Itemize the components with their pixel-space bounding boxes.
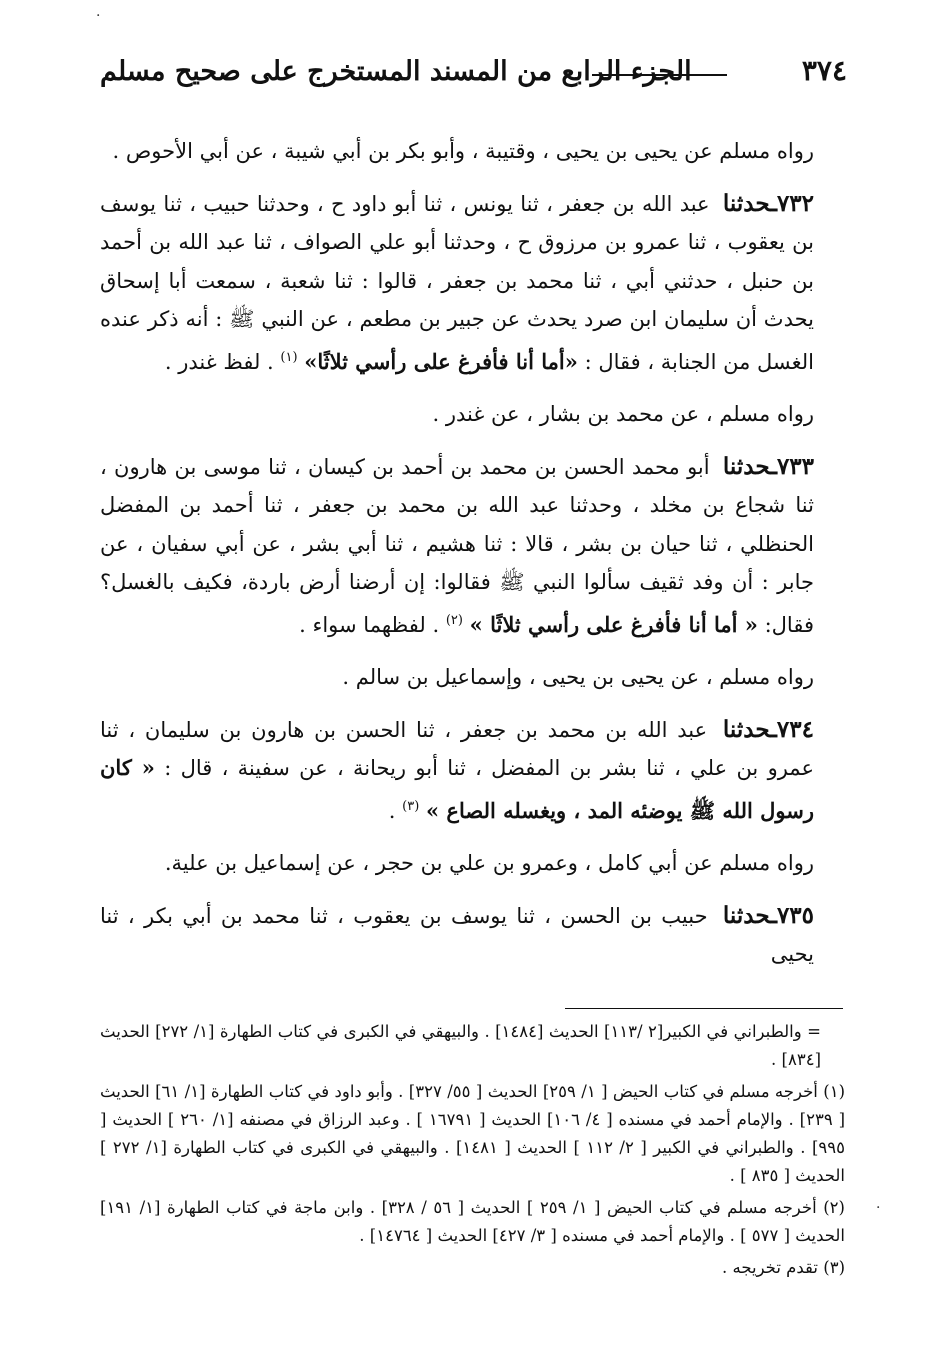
- isnad-text: عبد الله بن جعفر ، ثنا يونس ، ثنا أبو داود ح ، وحدثنا حبيب ، ثنا يوسف بن يعقوب ، ثنا عمرو بن مرزوق ح ، وحدثنا أبو علي الصواف ، ثنا عبد الله بن أحمد بن حنبل ، حدثني أبي ، ثنا محمد بن جعفر ، قالوا : ثنا شعبة ، سمعت أبا إسحاق يحدث أن سليمان ابن صرد يحدث عن جبير بن مطعم ، عن النبي ﷺ : أنه ذكر عنده الغسل من الجنابة ، فقال :: [100, 191, 814, 374]
- footnote-ref[interactable]: (٣): [402, 798, 420, 814]
- haddathana-keyword: حدثنا: [722, 715, 771, 743]
- riwaya-paragraph: رواه مسلم ، عن يحيى بن يحيى ، وإسماعيل بن سالم .: [342, 665, 814, 689]
- hadith-735: [100, 897, 842, 974]
- footnote-1: (١) أخرجه مسلم في كتاب الحيض [ ١/ ٢٥٩] الحديث [ ٥٥/ ٣٢٧] . وأبو داود في كتاب الطهارة [١/ ٦١] الحديث [ ٢٣٩] . والإمام أحمد في مسنده [ ٤/ ١٠٦] الحديث [ ١٦٧٩١ ] . وعبد الرزاق في مصنفه [١/ ٢٦٠ ] الحديث [ ٩٩٥] . والطبراني في الكبير [ ٢/ ١١٢ ] الحديث [ ١٤٨١] . والبيهقي في الكبرى في كتاب الطهارة [١/ ٢٧٢ ] الحديث [ ٨٣٥ ] .: [100, 1082, 846, 1185]
- hadith-734: [100, 711, 842, 831]
- scan-speck: ·: [876, 1200, 881, 1216]
- isnad-text: حبيب بن الحسن ، ثنا يوسف بن يعقوب ، ثنا محمد بن أبي بكر ، ثنا يحيى: [100, 903, 814, 966]
- footnote-marker: (٢): [823, 1198, 845, 1217]
- matn-text: « كان رسول الله ﷺ يوضئه المد ، ويغسله الصاع »: [100, 755, 814, 823]
- page-header: [100, 52, 847, 102]
- hadith-number: ٧٣٥ـ: [770, 901, 814, 929]
- footnotes-section: [100, 1018, 845, 1286]
- hadith-closing: .: [388, 798, 396, 823]
- haddathana-keyword: حدثنا: [722, 452, 771, 480]
- hadith-closing: . لفظ غندر .: [164, 349, 274, 374]
- matn-text: «أما أنا فأفرغ على رأسي ثلاثًا»: [304, 348, 578, 374]
- footnote-ref[interactable]: (١): [280, 349, 298, 365]
- hadith-number: ٧٣٢ـ: [770, 189, 814, 217]
- hadith-732: [100, 185, 842, 382]
- haddathana-keyword: حدثنا: [722, 901, 771, 929]
- footnote-marker: (٣): [823, 1258, 845, 1277]
- footnote-3: (٣) تقدم تخريجه .: [722, 1258, 845, 1277]
- matn-text: « أما أنا فأفرغ على رأسي ثلاثًا »: [469, 611, 758, 637]
- footnote-ref[interactable]: (٢): [445, 612, 463, 628]
- footnote-2: (٢) أخرجه مسلم في كتاب الحيض [ ١/ ٢٥٩ ] الحديث [ ٥٦ / ٣٢٨] . وابن ماجة في كتاب الطهارة [١/ ١٩١] الحديث [ ٥٧٧ ] . والإمام أحمد في مسنده [ ٣/ ٤٢٧] الحديث [ ١٤٧٦٤] .: [100, 1198, 845, 1245]
- page-number: ٣٧٤: [801, 54, 847, 87]
- haddathana-keyword: حدثنا: [722, 189, 771, 217]
- riwaya-paragraph: رواه مسلم عن يحيى بن يحيى ، وقتيبة ، وأبو بكر بن أبي شيبة ، عن أبي الأحوص .: [112, 139, 814, 163]
- hadith-733: [100, 448, 842, 645]
- footnote-separator: [565, 1008, 843, 1009]
- main-text: [100, 132, 842, 974]
- isnad-text: أبو محمد الحسن بن محمد بن أحمد بن كيسان ، ثنا موسى بن هارون ، ثنا شجاع بن مخلد ، وحدثنا عبد الله بن محمد بن جعفر ، ثنا أحمد بن المفضل الحنظلي ، ثنا حيان بن بشر ، قالا : ثنا هشيم ، ثنا أبي بشر ، عن أبي سفيان ، عن جابر : أن وفد ثقيف سألوا النبي ﷺ فقالوا: إن أرضنا أرض باردة، فكيف بالغسل؟ فقال:: [100, 454, 814, 637]
- footnote-marker: =: [807, 1022, 821, 1041]
- riwaya-paragraph: رواه مسلم ، عن محمد بن بشار ، عن غندر .: [432, 402, 814, 426]
- scan-speck: ·: [96, 8, 101, 24]
- footnote-marker: (١): [823, 1082, 846, 1101]
- hadith-number: ٧٣٣ـ: [770, 452, 815, 480]
- footnote-continued: = والطبراني في الكبير[٢ /١١٣] الحديث [١٤٨٤] . والبيهقي في الكبرى في كتاب الطهارة [١/ ٢٧٢] الحديث [٨٣٤] .: [100, 1022, 821, 1069]
- hadith-number: ٧٣٤ـ: [770, 715, 814, 743]
- isnad-text: عبد الله بن محمد بن جعفر ، ثنا الحسن بن هارون بن سليمان ، ثنا عمرو بن علي ، ثنا بشر بن المفضل ، ثنا أبو ريحانة ، عن سفينة ، قال :: [100, 717, 814, 780]
- running-title: الجزء الرابع من المسند المستخرج على صحيح مسلم: [100, 56, 692, 87]
- riwaya-paragraph: رواه مسلم عن أبي كامل ، وعمرو بن علي بن حجر ، عن إسماعيل بن علية.: [164, 851, 814, 875]
- hadith-closing: . لفظهما سواء .: [299, 612, 440, 637]
